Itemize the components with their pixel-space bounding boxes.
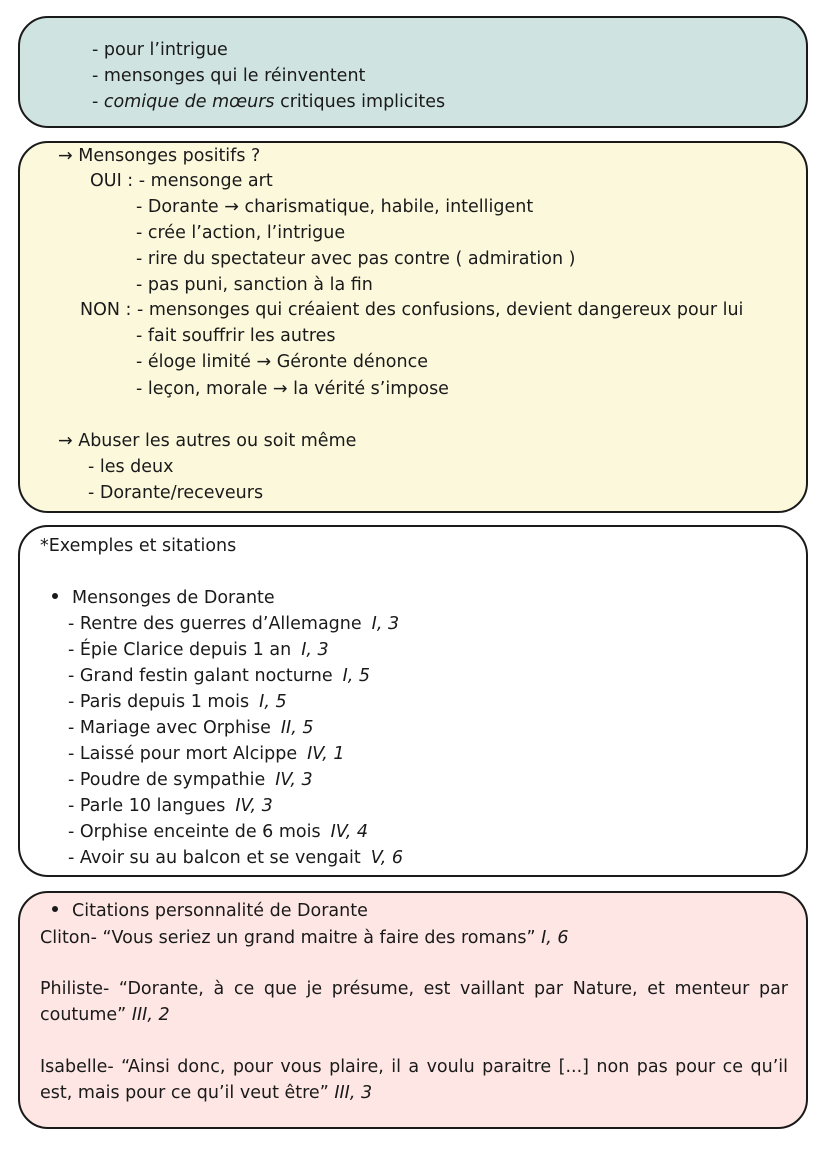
act-scene-ref: I, 5 [259,692,287,712]
lie-text: - Rentre des guerres d’Allemagne [68,614,362,634]
quotes-bullet-heading: Citations personnalité de Dorante [52,900,368,922]
quote-philiste: Philiste- “Dorante, à ce que je présume, est vaillant par Nature, et menteur par coutume” III, 2 [40,979,788,1025]
lie-item [68,821,368,843]
non-item: - éloge limité → Géronte dénonce [136,352,428,372]
lies-bullet-heading: Mensonges de Dorante [52,587,275,609]
non-item: - leçon, morale → la vérité s’impose [136,379,449,399]
lie-item [68,613,399,635]
abuse-item: - les deux [88,457,174,477]
lie-text: - Avoir su au balcon et se vengait [68,848,361,868]
act-scene-ref: V, 6 [370,848,403,868]
examples-title: *Exemples et sitations [40,536,237,556]
lie-text: - Parle 10 langues [68,796,226,816]
oui-item: - pas puni, sanction à la fin [136,275,373,295]
lie-text: - Épie Clarice depuis 1 an [68,640,292,660]
oui-lead: OUI : - mensonge art [90,171,273,191]
lie-text: - Grand festin galant nocturne [68,666,333,686]
summary-line-1: - pour l’intrigue [92,40,228,60]
lie-text: - Orphise enceinte de 6 mois [68,822,321,842]
lie-item [68,769,313,791]
oui-item: - Dorante → charismatique, habile, intelligent [136,197,534,217]
bullet-icon [52,906,58,912]
lie-item [68,743,345,765]
act-scene-ref: IV, 4 [330,822,369,842]
summary-line-3: - comique de mœurs critiques implicites [92,92,446,112]
act-scene-ref: IV, 3 [235,796,273,816]
act-scene-ref: II, 5 [280,718,314,738]
act-scene-ref: IV, 1 [307,744,345,764]
lie-item [68,691,287,713]
summary-line-2: - mensonges qui le réinventent [92,66,366,86]
lie-text: - Paris depuis 1 mois [68,692,250,712]
emphasis-text: comique de mœurs [103,92,275,112]
quote-isabelle: Isabelle- “Ainsi donc, pour vous plaire, il a voulu paraitre [...] non pas pour ce qu’il est, mais pour ce qu’il veut être” III, 3 [40,1057,788,1103]
lie-item [68,795,273,817]
lie-item [68,665,370,687]
lie-text: - Mariage avec Orphise [68,718,271,738]
quote-cliton: Cliton- “Vous seriez un grand maitre à faire des romans” I, 6 [40,928,569,948]
lie-text: - Laissé pour mort Alcippe [68,744,298,764]
heading-abuse: → Abuser les autres ou soit même [58,431,357,451]
heading-positive-lies: → Mensonges positifs ? [58,146,261,166]
non-item: - fait souffrir les autres [136,326,336,346]
lie-item [68,847,403,869]
oui-item: - crée l’action, l’intrigue [136,223,346,243]
lie-item [68,639,329,661]
non-lead: NON : - mensonges qui créaient des confusions, devient dangereux pour lui [80,300,744,320]
lie-text: - Poudre de sympathie [68,770,266,790]
act-scene-ref: IV, 3 [275,770,313,790]
abuse-item: - Dorante/receveurs [88,483,264,503]
oui-item: - rire du spectateur avec pas contre ( admiration ) [136,249,576,269]
lie-item [68,717,313,739]
act-scene-ref: I, 3 [371,614,400,634]
act-scene-ref: I, 5 [342,666,371,686]
act-scene-ref: I, 3 [301,640,329,660]
bullet-icon [52,593,58,599]
